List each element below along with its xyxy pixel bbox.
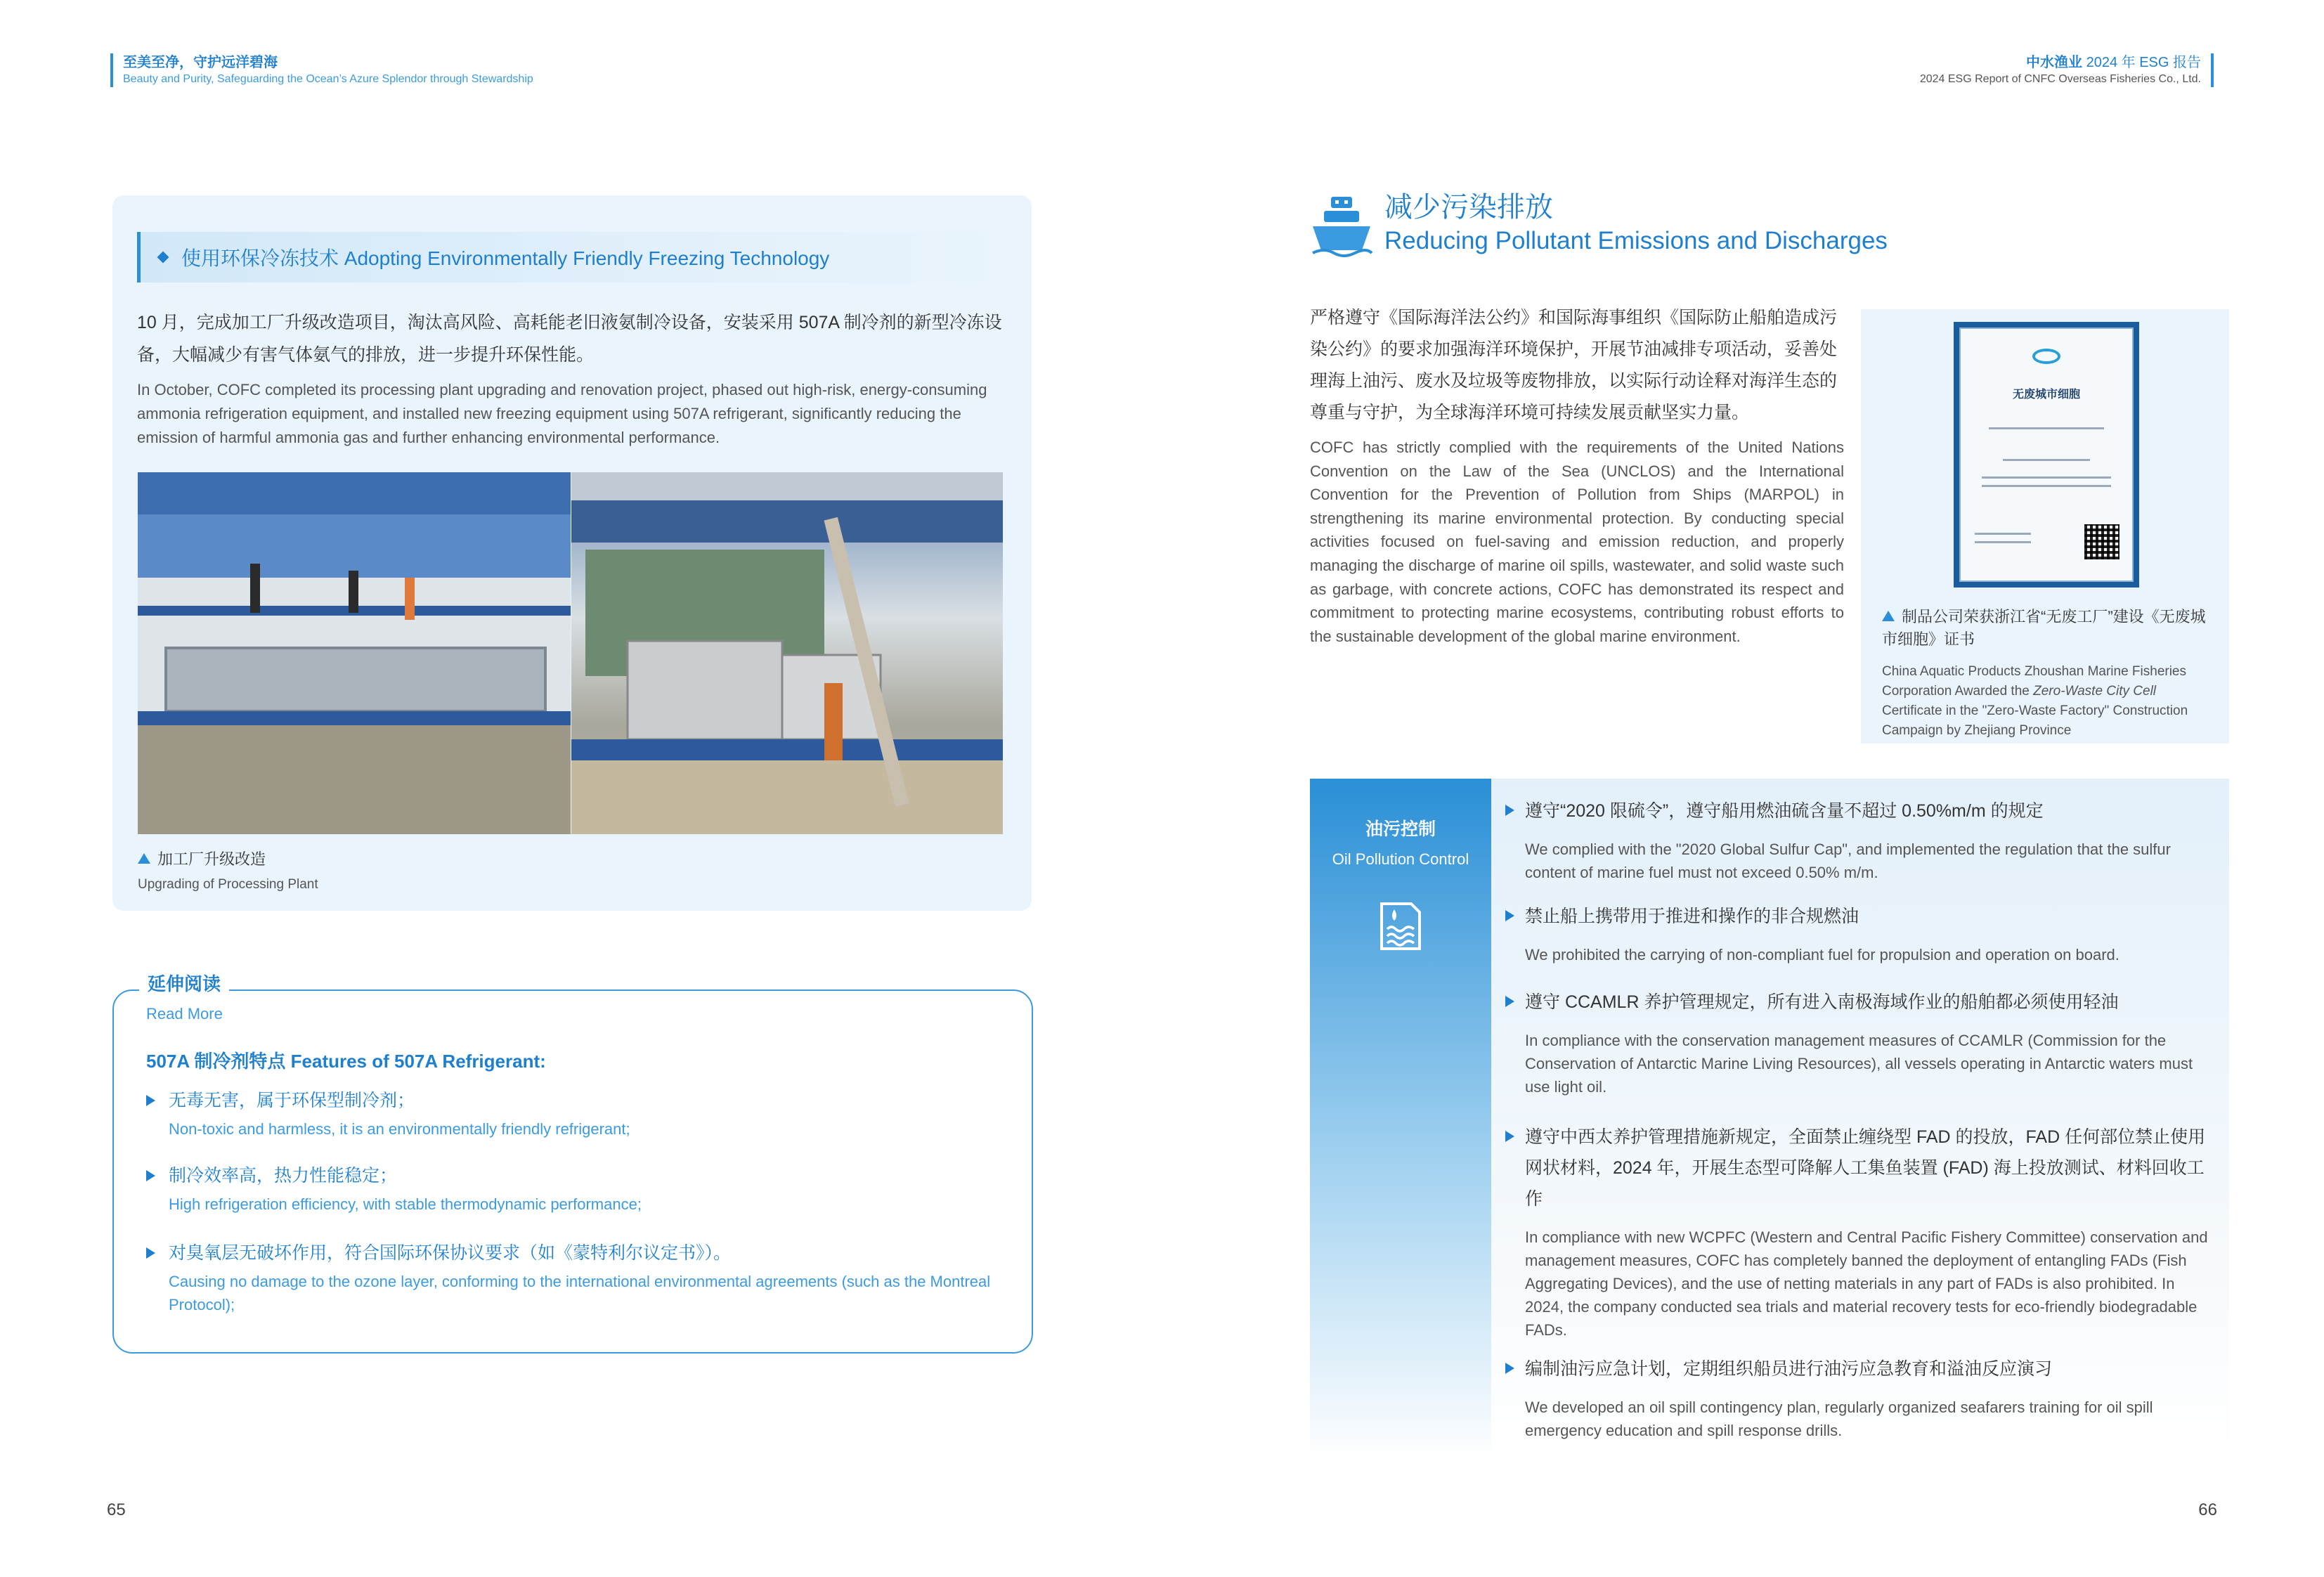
certificate-text-line: [1975, 541, 2031, 543]
certificate-caption-en: [1882, 662, 2219, 741]
plant-caption-en: Upgrading of Processing Plant: [138, 877, 318, 892]
oil-control-item: [1505, 901, 2208, 966]
header-right-en: 2024 ESG Report of CNFC Overseas Fisheries Co., Ltd.: [1919, 73, 2201, 85]
header-left-cn: 至美至净，守护远洋碧海: [123, 55, 278, 70]
plant-caption-cn: [138, 848, 266, 869]
oil-item-en: In compliance with new WCPFC (Western and Central Pacific Fishery Committee) conservation and management measures, COFC has completely banned the deployment of entangling FADs (Fish Aggregating Devices), and the use of netting materials in any part of FADs is also prohibited. In 2024, the company conducted sea trials and material recovery tests for eco-friendly biodegradable FADs.: [1525, 1228, 2208, 1339]
certificate-text-line: [1975, 533, 2031, 535]
oil-item-en: We complied with the "2020 Global Sulfur Cap", and implemented the regulation that the sulfur content of marine fuel must not exceed 0.50% m/m.: [1525, 841, 2171, 881]
diamond-bullet-icon: [157, 252, 169, 264]
certificate-text-line: [1989, 427, 2104, 429]
page-number-left: 65: [107, 1500, 126, 1519]
refrigerant-feature-item: [146, 1240, 1004, 1316]
section-title-cn: 减少污染排放: [1384, 192, 1553, 223]
oil-water-document-icon: [1375, 901, 1425, 952]
subheading-text: 使用环保冷冻技术 Adopting Environmentally Friendly Freezing Technology: [181, 247, 830, 269]
certificate-text-line: [1982, 485, 2111, 487]
plant-photo-left-illustration: [138, 472, 571, 834]
oil-control-title-cn: 油污控制: [1365, 819, 1436, 839]
oil-control-title-en: Oil Pollution Control: [1332, 850, 1469, 868]
header-brand: 中水渔业: [2026, 55, 2083, 70]
feature-en: Causing no damage to the ozone layer, conforming to the international environmental agreements (such as the Montreal Protocol);: [169, 1273, 991, 1313]
plant-photo-right-illustration: [571, 472, 1003, 834]
marine-protection-para-en: COFC has strictly complied with the requirements of the United Nations Convention on the Law of the Sea (UNCLOS) and the International Convention for the Prevention of Pollution from Ships (MARPOL) in strengthening its marine environmental protection. By conducting special activities focused on fuel-saving and emission reduction, and properly managing the discharge of marine oil spills, wastewater, and solid waste such as garbage, with concrete actions, COFC has demonstrated its respect and commitment to protecting marine ecosystems, contributing robust efforts to the sustainable development of the global marine environment.: [1310, 439, 1844, 645]
certificate-title: 无废城市细胞: [2012, 389, 2080, 401]
read-more-subtitle: Read More: [146, 1005, 223, 1023]
header-right: [1920, 53, 2214, 87]
refrigerant-feature-item: [146, 1163, 1004, 1216]
oil-control-item: [1505, 987, 2208, 1098]
plant-photo-right: [571, 472, 1003, 834]
plant-photo-left: [138, 472, 571, 834]
oil-control-item: [1505, 796, 2208, 884]
subheading-accent-bar: [137, 232, 141, 283]
feature-cn: 对臭氧层无破坏作用，符合国际环保协议要求（如《蒙特利尔议定书》）。: [146, 1240, 1004, 1266]
header-left: [110, 53, 533, 87]
freezing-tech-subheading: [137, 232, 1001, 283]
page-number-right: 66: [2198, 1500, 2217, 1519]
zero-waste-certificate-image: [1954, 322, 2139, 588]
header-right-cn: [1920, 53, 2201, 72]
header-report-title: 2024 年 ESG 报告: [2082, 55, 2201, 70]
freezing-para-cn: 10 月，完成加工厂升级改造项目，淘汰高风险、高耗能老旧液氨制冷设备，安装采用 507A 制冷剂的新型冷冻设备，大幅减少有害气体氨气的排放，进一步提升环保性能。: [137, 313, 1002, 365]
oil-item-cn: 遵守“2020 限硫令”，遵守船用燃油硫含量不超过 0.50%m/m 的规定: [1505, 796, 2208, 826]
marine-protection-para-cn: 严格遵守《国际海洋法公约》和国际海事组织《国际防止船舶造成污染公约》的要求加强海洋环境保护，开展节油减排专项活动，妥善处理海上油污、废水及垃圾等废物排放，以实际行动诠释对海洋生态的尊重与守护，为全球海洋环境可持续发展贡献坚实力量。: [1310, 308, 1838, 422]
feature-en: High refrigeration efficiency, with stable thermodynamic performance;: [169, 1195, 642, 1213]
freezing-para-en: In October, COFC completed its processing plant upgrading and renovation project, phased out high-risk, energy-consuming ammonia refrigeration equipment, and installed new freezing equipment using 507A refrigerant, significantly reducing the emission of harmful ammonia gas and further enhancing environmental performance.: [137, 381, 987, 446]
plant-caption-cn-text: 加工厂升级改造: [157, 850, 266, 868]
header-left-en: Beauty and Purity, Safeguarding the Ocean’s Azure Splendor through Stewardship: [123, 73, 533, 85]
refrigerant-feature-item: [146, 1088, 1004, 1141]
certificate-text-line: [1982, 476, 2111, 479]
oil-item-cn: 编制油污应急计划，定期组织船员进行油污应急教育和溢油反应演习: [1505, 1354, 2208, 1384]
caption-en-part: China Aquatic Products Zhoushan Marine Fisheries Corporation Awarded the: [1882, 664, 2187, 699]
caption-triangle-icon: [138, 853, 150, 864]
feature-cn: 制冷效率高，热力性能稳定；: [146, 1163, 1004, 1188]
oil-item-en: We prohibited the carrying of non-compliant fuel for propulsion and operation on board.: [1525, 946, 2119, 963]
certificate-logo-icon: [2032, 349, 2060, 364]
qr-code-icon: [2084, 524, 2119, 559]
certificate-inner: [1959, 327, 2134, 582]
caption-en-part: Certificate in the "Zero-Waste Factory" Construction Campaign by Zhejiang Province: [1882, 703, 2188, 738]
feature-cn: 无毒无害，属于环保型制冷剂；: [146, 1088, 1004, 1113]
oil-control-sidebar: [1310, 779, 1491, 1458]
certificate-caption: [1882, 606, 2219, 741]
caption-en-italic: Zero-Waste City Cell: [2033, 684, 2157, 699]
oil-control-item: [1505, 1122, 2208, 1342]
certificate-text-line: [2003, 459, 2090, 461]
refrigerant-features-heading: 507A 制冷剂特点 Features of 507A Refrigerant:: [146, 1051, 546, 1072]
oil-item-cn: 禁止船上携带用于推进和操作的非合规燃油: [1505, 901, 2208, 932]
certificate-caption-cn-text: 制品公司荣获浙江省“无废工厂”建设《无废城市细胞》证书: [1882, 608, 2206, 648]
oil-control-item: [1505, 1354, 2208, 1442]
oil-item-cn: 遵守中西太养护管理措施新规定，全面禁止缠绕型 FAD 的投放，FAD 任何部位禁止使用网状材料，2024 年，开展生态型可降解人工集鱼装置 (FAD) 海上投放测试、材料回收工作: [1505, 1122, 2208, 1214]
oil-item-en: In compliance with the conservation management measures of CCAMLR (Commission for the Conservation of Antarctic Marine Living Resources), all vessels operating in Antarctic waters must use light oil.: [1525, 1032, 2193, 1096]
feature-en: Non-toxic and harmless, it is an environmentally friendly refrigerant;: [169, 1120, 630, 1138]
oil-item-cn: 遵守 CCAMLR 养护管理规定，所有进入南极海域作业的船舶都必须使用轻油: [1505, 987, 2208, 1018]
read-more-title: 延伸阅读: [139, 970, 229, 996]
ship-icon: [1310, 194, 1373, 257]
certificate-caption-cn: [1882, 606, 2219, 651]
caption-triangle-icon: [1882, 611, 1895, 621]
oil-item-en: We developed an oil spill contingency plan, regularly organized seafarers training for oil spill emergency education and spill response drills.: [1525, 1398, 2153, 1439]
section-title-en: Reducing Pollutant Emissions and Discharges: [1384, 227, 1888, 254]
